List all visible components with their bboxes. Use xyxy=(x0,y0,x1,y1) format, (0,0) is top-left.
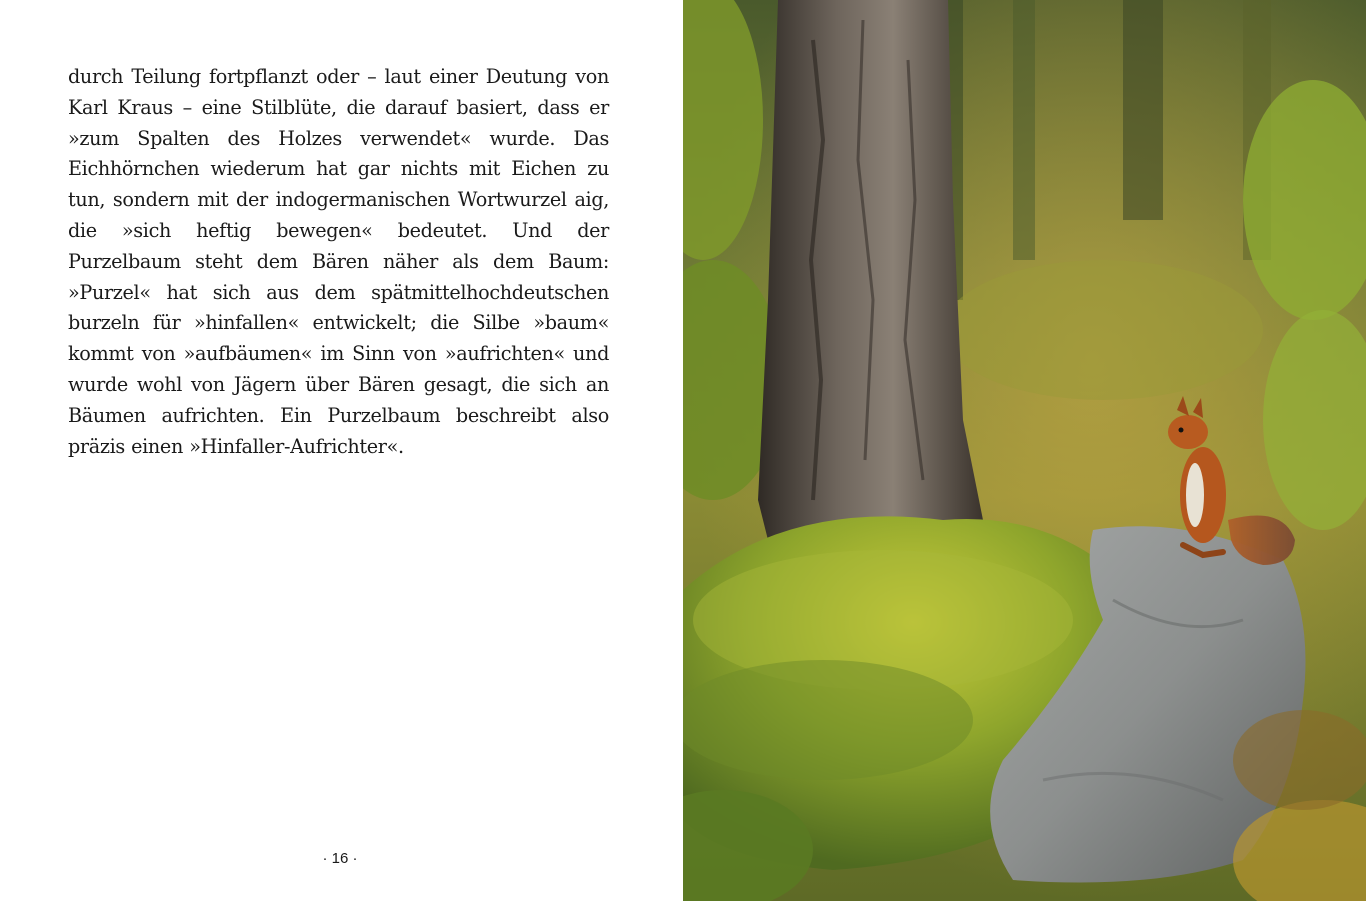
body-paragraph: durch Teilung fortpflanzt oder – laut einer Deutung von Karl Kraus – eine Stilblüte, die darauf basiert, dass er »zum Spalten des Holzes verwendet« wurde. Das Eichhörnchen wiederum hat gar nichts mit Eichen zu tun, sondern mit der indogermanischen Wortwurzel aig, die »sich heftig bewegen« bedeutet. Und der Purzelbaum steht dem Bären näher als dem Baum: »Purzel« hat sich aus dem spätmittelhochdeutschen burzeln für »hinfallen« entwickelt; die Silbe »baum« kommt von »aufbäumen« im Sinn von »aufrichten« und wurde wohl von Jägern über Bären gesagt, die sich an Bäumen aufrichten. Ein Purzelbaum beschreibt also präzis einen »Hinfaller-Aufrichter«. xyxy=(68,65,609,458)
page-number: · 16 · xyxy=(322,850,358,867)
squirrel-forest-photo xyxy=(683,0,1366,901)
